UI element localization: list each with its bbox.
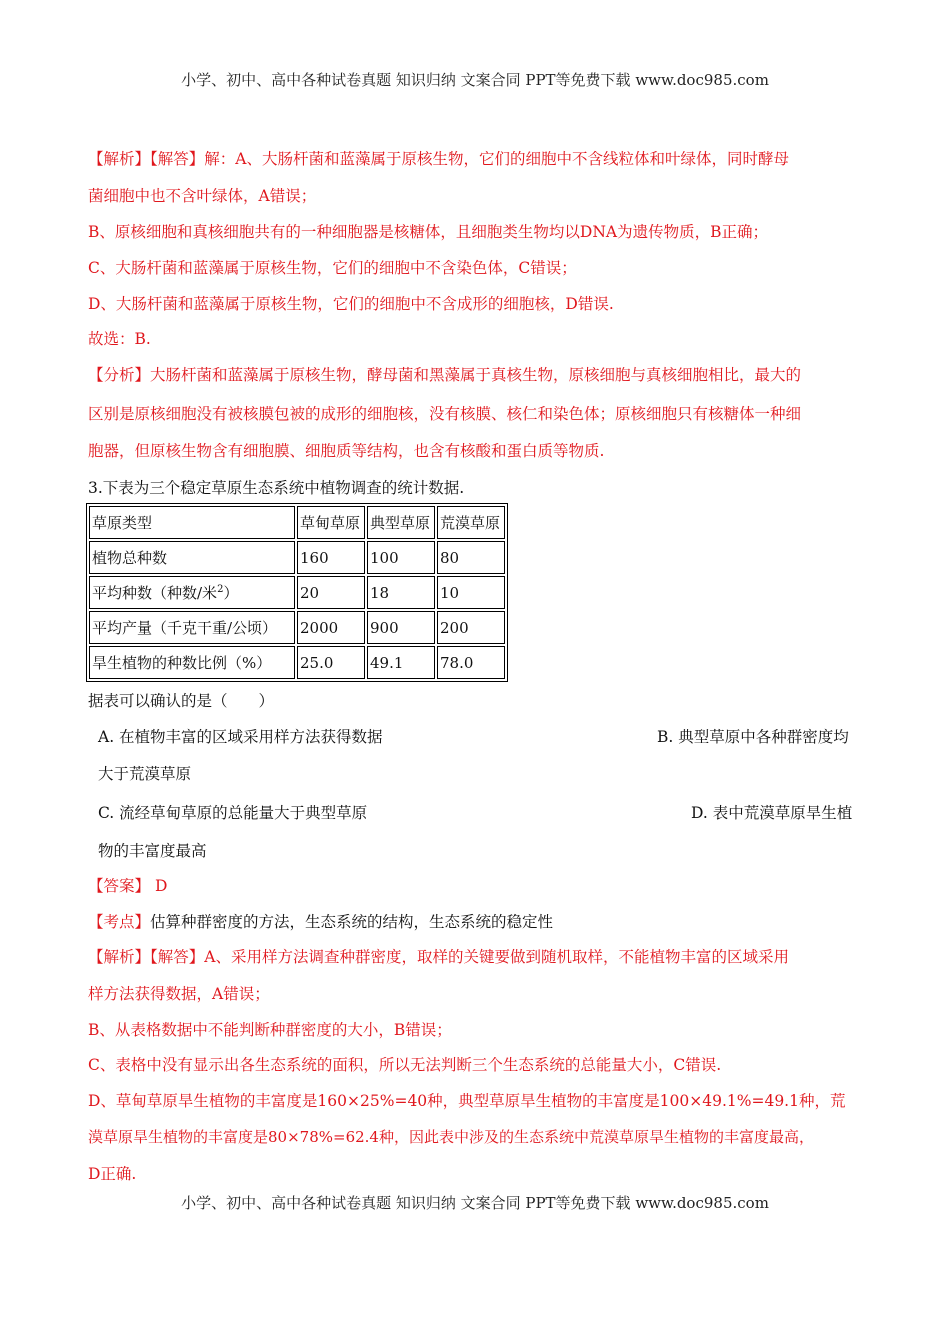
q3-option-d-cont: 物的丰富度最高 bbox=[98, 842, 207, 860]
q3-data-table bbox=[86, 503, 508, 682]
q3-jiexi-option-d-2: 漠草原旱生植物的丰富度是80×78%=62.4种，因此表中涉及的生态系统中荒漠草原旱生植物的丰富度最高， bbox=[88, 1128, 814, 1146]
table-cell: 25.0 bbox=[297, 646, 365, 679]
answer-tag: 【答案】 bbox=[88, 877, 151, 895]
q3-jiexi-line-1 bbox=[88, 945, 789, 967]
page-header: 小学、初中、高中各种试卷真题 知识归纳 文案合同 PPT等免费下载 www.doc985.com bbox=[181, 71, 769, 89]
table-cell: 49.1 bbox=[367, 646, 435, 679]
q2-option-d-analysis: D、大肠杆菌和蓝藻属于原核生物，它们的细胞中不含成形的细胞核，D错误. bbox=[88, 295, 614, 313]
q3-jiexi-option-d-1: D、草甸草原旱生植物的丰富度是160×25%=40种，典型草原旱生植物的丰富度是100×49.1%=49.1种，荒 bbox=[88, 1092, 846, 1110]
table-cell: 200 bbox=[437, 611, 505, 644]
table-cell: 2000 bbox=[297, 611, 365, 644]
fenxi-tag: 【分析】 bbox=[88, 366, 151, 384]
table-row bbox=[89, 576, 505, 609]
table-row bbox=[89, 506, 505, 539]
jiexi-tag: 【解析】【解答】 bbox=[88, 150, 205, 168]
q2-fenxi-line-2: 区别是原核细胞没有被核膜包被的成形的细胞核，没有核膜、核仁和染色体；原核细胞只有核糖体一种细 bbox=[88, 405, 802, 423]
q3-jiexi-option-d-3: D正确. bbox=[88, 1165, 137, 1183]
table-cell: 100 bbox=[367, 541, 435, 574]
q3-jiexi-option-b: B、从表格数据中不能判断种群密度的大小，B错误； bbox=[88, 1021, 452, 1039]
kaodian-tag: 【考点】 bbox=[88, 913, 151, 931]
q2-jiexi-line-1 bbox=[88, 147, 789, 169]
table-cell: 草甸草原 bbox=[297, 506, 365, 539]
q3-kaodian bbox=[88, 910, 553, 932]
q3-prompt: 据表可以确认的是（ ） bbox=[88, 692, 275, 710]
q2-option-c-analysis: C、大肠杆菌和蓝藻属于原核生物，它们的细胞中不含染色体，C错误； bbox=[88, 259, 577, 277]
table-cell: 20 bbox=[297, 576, 365, 609]
table-cell: 900 bbox=[367, 611, 435, 644]
q3-option-d: D. 表中荒漠草原旱生植 bbox=[691, 804, 853, 822]
kaodian-text: 估算种群密度的方法，生态系统的结构，生态系统的稳定性 bbox=[150, 913, 554, 931]
table-cell: 典型草原 bbox=[367, 506, 435, 539]
q3-option-b-cont: 大于荒漠草原 bbox=[98, 765, 192, 783]
jiexi-tag: 【解析】【解答】 bbox=[88, 948, 205, 966]
cell-text: 平均种数（种数/米 bbox=[92, 584, 218, 602]
q2-fenxi-line-3: 胞器，但原核生物含有细胞膜、细胞质等结构，也含有核酸和蛋白质等物质. bbox=[88, 442, 605, 460]
jiexi-text: A、采用样方法调查种群密度，取样的关键要做到随机取样，不能植物丰富的区域采用 bbox=[204, 948, 789, 966]
fenxi-text: 大肠杆菌和蓝藻属于原核生物，酵母菌和黑藻属于真核生物，原核细胞与真核细胞相比，最大的 bbox=[150, 366, 802, 384]
jiexi-text: 解：A、大肠杆菌和蓝藻属于原核生物，它们的细胞中不含线粒体和叶绿体，同时酵母 bbox=[204, 150, 789, 168]
table-cell: 78.0 bbox=[437, 646, 505, 679]
table-cell: 植物总种数 bbox=[89, 541, 295, 574]
answer-value: D bbox=[150, 877, 168, 895]
superscript: 2 bbox=[217, 584, 224, 595]
table-row bbox=[89, 541, 505, 574]
q2-option-b-analysis: B、原核细胞和真核细胞共有的一种细胞器是核糖体，且细胞类生物均以DNA为遗传物质，B正确； bbox=[88, 223, 768, 241]
table-cell: 18 bbox=[367, 576, 435, 609]
table-cell: 草原类型 bbox=[89, 506, 295, 539]
q3-stem: 3.下表为三个稳定草原生态系统中植物调查的统计数据. bbox=[88, 479, 465, 497]
page-footer: 小学、初中、高中各种试卷真题 知识归纳 文案合同 PPT等免费下载 www.doc985.com bbox=[181, 1194, 769, 1212]
table-cell: 旱生植物的种数比例（%） bbox=[89, 646, 295, 679]
q3-option-c: C. 流经草甸草原的总能量大于典型草原 bbox=[98, 804, 368, 822]
q3-jiexi-line-2: 样方法获得数据，A错误； bbox=[88, 985, 270, 1003]
table-cell bbox=[89, 576, 295, 609]
q3-answer bbox=[88, 874, 167, 896]
q3-option-b: B. 典型草原中各种群密度均 bbox=[657, 728, 849, 746]
table-cell: 80 bbox=[437, 541, 505, 574]
q3-option-a: A. 在植物丰富的区域采用样方法获得数据 bbox=[98, 728, 383, 746]
table-row bbox=[89, 611, 505, 644]
table-cell: 160 bbox=[297, 541, 365, 574]
table-cell: 荒漠草原 bbox=[437, 506, 505, 539]
q2-fenxi-line-1 bbox=[88, 363, 801, 385]
table-cell: 平均产量（千克干重/公顷） bbox=[89, 611, 295, 644]
q3-jiexi-option-c: C、表格中没有显示出各生态系统的面积，所以无法判断三个生态系统的总能量大小，C错误. bbox=[88, 1056, 722, 1074]
cell-text-tail: ） bbox=[223, 584, 239, 602]
q2-jiexi-line-2: 菌细胞中也不含叶绿体，A错误； bbox=[88, 187, 317, 205]
table-row bbox=[89, 646, 505, 679]
q2-choice: 故选：B. bbox=[88, 330, 151, 348]
table-cell: 10 bbox=[437, 576, 505, 609]
